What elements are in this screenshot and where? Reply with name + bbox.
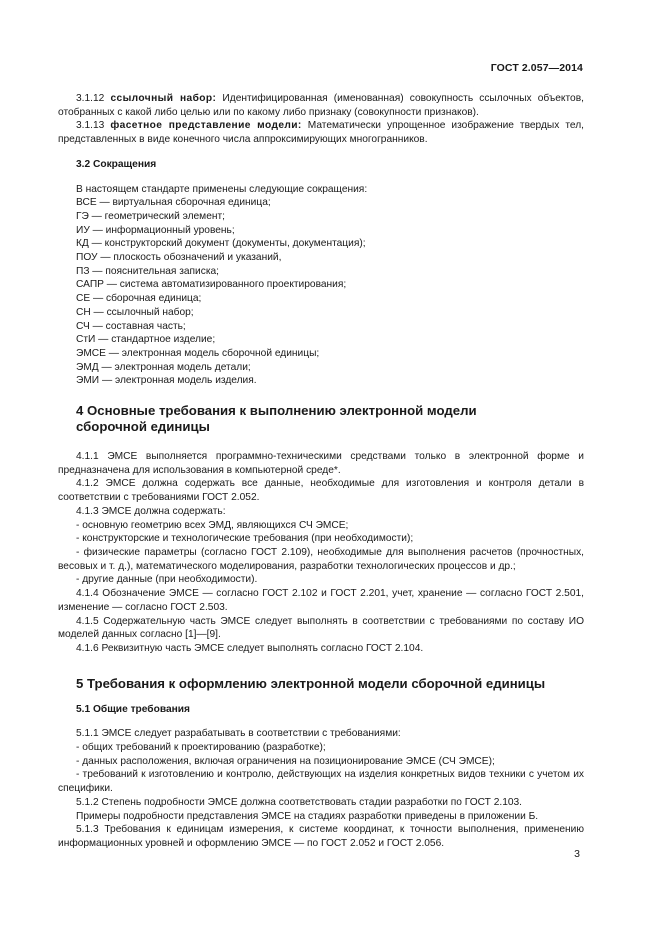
section-heading-5-1: 5.1 Общие требования	[76, 703, 190, 715]
bullet-item: - общих требований к проектированию (разработке);	[76, 742, 326, 754]
list-item: ЭМД — электронная модель детали;	[76, 361, 251, 373]
term-definition: Идентифицированная (именованная) совокупность ссылочных объектов, отобранных с какой либо целью или по какому либо признаку (совокупности признаков).	[58, 93, 584, 118]
paragraph-5-1-2-examples: Примеры подробности представления ЭМСЕ на стадиях разработки приведены в приложении Б.	[76, 810, 539, 822]
clause-number: 3.1.13	[76, 120, 105, 132]
document-code: ГОСТ 2.057—2014	[490, 62, 583, 74]
spacer	[58, 147, 584, 158]
paragraph-4-1-5: 4.1.5 Содержательную часть ЭМСЕ следует выполнять в соответствии с требованиями по составу ИО моделей данных согласно [1]—[9].	[58, 615, 584, 641]
spacer	[58, 388, 584, 403]
section-heading-5: 5 Требования к оформлению электронной модели сборочной единицы	[76, 675, 546, 691]
paragraph-4-1-3: 4.1.3 ЭМСЕ должна содержать:	[76, 505, 226, 517]
paragraph-5-1-3: 5.1.3 Требования к единицам измерения, к системе координат, к точности выполнения, применению информационных уровней и оформлению ЭМСЕ — по ГОСТ 2.052 и ГОСТ 2.056.	[58, 824, 584, 849]
list-item: САПР — система автоматизированного проектирования;	[76, 279, 347, 291]
paragraph-3-1-13	[58, 119, 584, 146]
paragraph-3-1-12	[58, 92, 584, 119]
spacer	[58, 172, 584, 183]
list-item: ПОУ — плоскость обозначений и указаний,	[76, 252, 282, 264]
bullet-item: - требований к изготовлению и контролю, действующих на изделия конкретных видов техники с учетом их специфики.	[58, 769, 584, 795]
bullet-item: - конструкторские и технологические требования (при необходимости);	[76, 533, 414, 545]
abbreviations-intro: В настоящем стандарте применены следующие сокращения:	[76, 183, 368, 195]
list-item: СЕ — сборочная единица;	[76, 293, 202, 305]
spacer	[58, 692, 584, 703]
list-item: КД — конструкторский документ (документы, документация);	[76, 238, 366, 250]
clause-number: 3.1.12	[76, 93, 105, 104]
term-facet-representation: фасетное представление модели:	[110, 120, 302, 132]
bullet-item: - основную геометрию всех ЭМД, являющихся СЧ ЭМСЕ;	[76, 519, 349, 531]
list-item: СН — ссылочный набор;	[76, 306, 194, 318]
section-heading-4-line2: сборочной единицы	[76, 419, 210, 435]
section-heading-3-2: 3.2 Сокращения	[76, 158, 157, 170]
list-item: ИУ — информационный уровень;	[76, 224, 235, 236]
abbreviations-list	[58, 196, 584, 388]
list-item: ГЭ — геометрический элемент;	[76, 210, 225, 222]
page-content	[58, 92, 584, 851]
list-item: ВСЕ — виртуальная сборочная единица;	[76, 197, 271, 209]
section-heading-4-line1: 4 Основные требования к выполнению электронной модели	[76, 403, 477, 419]
list-item: ПЗ — пояснительная записка;	[76, 265, 220, 277]
list-item: СЧ — составная часть;	[76, 320, 186, 332]
spacer	[58, 716, 584, 727]
bullet-item: - данных расположения, включая ограничения на позиционирование ЭМСЕ (СЧ ЭМСЕ);	[76, 755, 495, 767]
paragraph-4-1-1: 4.1.1 ЭМСЕ выполняется программно-техническими средствами только в электронной форме и предназначена для использования в компьютерной среде*.	[58, 451, 584, 476]
page-number: 3	[574, 848, 580, 860]
spacer	[58, 435, 584, 450]
bullet-item: - физические параметры (согласно ГОСТ 2.109), необходимые для выполнения расчетов (прочностных, весовых и т. д.), математического моделирования, разработки технологических процессов и др.;	[58, 546, 584, 572]
term-reference-set: ссылочный набор:	[110, 93, 217, 104]
list-item: ЭМСЕ — электронная модель сборочной единицы;	[76, 347, 320, 359]
paragraph-4-1-6: 4.1.6 Реквизитную часть ЭМСЕ следует выполнять согласно ГОСТ 2.104.	[76, 642, 424, 654]
paragraph-5-1-2: 5.1.2 Степень подробности ЭМСЕ должна соответствовать стадии разработки по ГОСТ 2.103.	[76, 796, 523, 808]
list-item: ЭМИ — электронная модель изделия.	[76, 375, 257, 387]
term-definition: Математически упрощенное изображение твердых тел, представленных в виде конечного числа аппроксимирующих многогранников.	[58, 120, 584, 146]
paragraph-4-1-2: 4.1.2 ЭМСЕ должна содержать все данные, необходимые для изготовления и контроля детали в соответствии с требованиями ГОСТ 2.052.	[58, 478, 584, 504]
paragraph-4-1-4: 4.1.4 Обозначение ЭМСЕ — согласно ГОСТ 2.102 и ГОСТ 2.201, учет, хранение — согласно ГОСТ 2.501, изменение — согласно ГОСТ 2.503.	[58, 588, 584, 613]
spacer	[58, 656, 584, 676]
paragraph-5-1-1: 5.1.1 ЭМСЕ следует разрабатывать в соответствии с требованиями:	[76, 728, 401, 740]
list-item: СтИ — стандартное изделие;	[76, 334, 216, 346]
bullet-item: - другие данные (при необходимости).	[76, 574, 258, 586]
